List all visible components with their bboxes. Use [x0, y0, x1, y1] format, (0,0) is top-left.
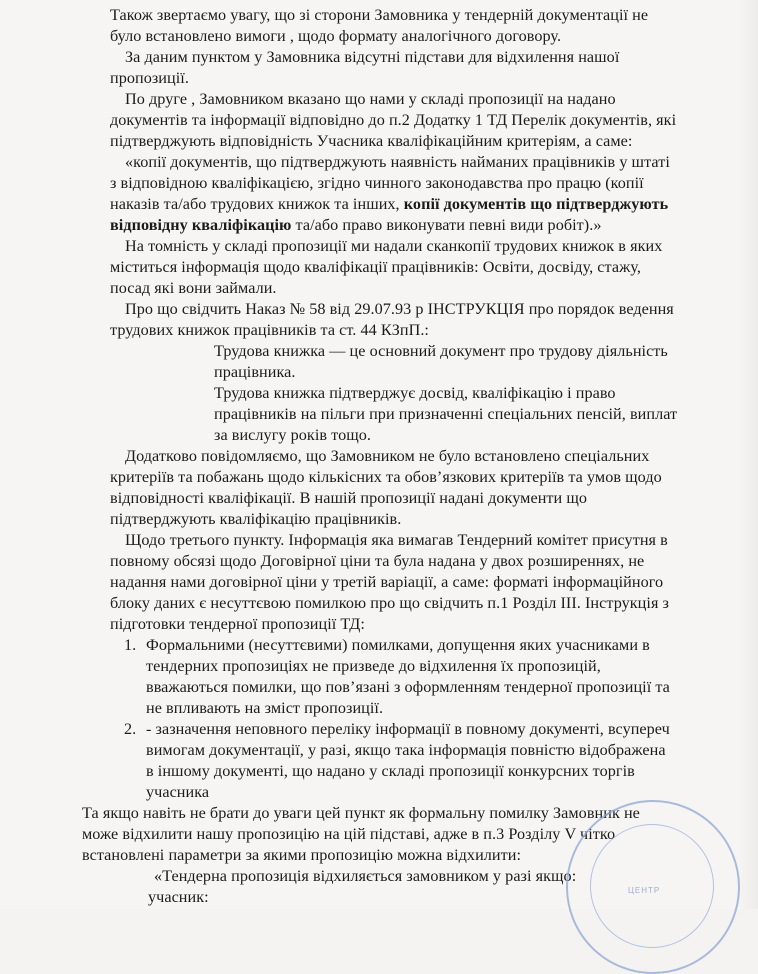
text-line: критеріїв та побажань щодо кількісних та обов’язкових критеріїв та умов щодо	[110, 468, 662, 486]
text-line: пропозиції.	[110, 69, 189, 87]
page-edge-shadow	[738, 0, 758, 909]
text-line: Та якщо навіть не брати до уваги цей пункт як формальну помилку Замовник не	[82, 804, 640, 822]
text-line: за вислугу років тощо.	[214, 426, 371, 444]
text-line: Також звертаємо увагу, що зі сторони Замовника у тендерній документації не	[110, 6, 649, 24]
text-line: не впливають на зміст пропозиції.	[146, 699, 384, 717]
text-line: працівника.	[214, 363, 296, 381]
text-line: «Тендерна пропозиція відхиляється замовником у разі якщо:	[154, 867, 577, 885]
text-line: підтверджують кваліфікацію працівників.	[110, 510, 402, 528]
text-line: може відхилити нашу пропозицію на цій підставі, адже в п.3 Розділу V чітко	[82, 825, 616, 843]
text-line: На томність у складі пропозиції ми надали сканкопії трудових книжок в яких	[125, 237, 663, 255]
text-line: блоку даних є несуттєвою помилкою про що свідчить п.1 Розділ ІІІ. Інструкція з	[110, 594, 669, 612]
seal-stamp-icon	[566, 800, 740, 974]
text-line: По друге , Замовником вказано що нами у складі пропозиції на надано	[125, 90, 616, 108]
text-segment: та/або право виконувати певні види робіт).»	[291, 216, 602, 234]
text-line: «копії документів, що підтверджують наявність найманих працівників у штаті	[125, 153, 670, 171]
text-line: Формальними (несуттєвими) помилками, допущення яких учасниками в	[146, 636, 650, 654]
text-line: вважаються помилки, що пов’язані з оформленням тендерної пропозиції та	[146, 678, 670, 696]
text-line: встановлені параметри за якими пропозицію можна відхилити:	[82, 846, 522, 864]
text-line: трудових книжок працівників та ст. 44 КЗпП.:	[110, 321, 429, 339]
list-number: 2.	[124, 720, 137, 738]
text-line: Трудова книжка підтверджує досвід, кваліфікацію і право	[214, 384, 616, 402]
text-line: тендерних пропозиціях не призведе до відхилення їх пропозицій,	[146, 657, 601, 675]
text-line: підготовки тендерної пропозиції ТД:	[110, 615, 365, 633]
text-line: підтверджують відповідність Учасника кваліфікаційним критеріям, а саме:	[110, 132, 633, 150]
text-line: з відповідною кваліфікацією, згідно чинного законодавства про працю (копії	[110, 174, 644, 192]
text-line: Про що свідчить Наказ № 58 від 29.07.93 р ІНСТРУКЦІЯ про порядок ведення	[125, 300, 674, 318]
text-line: Трудова книжка — це основний документ про трудову діяльність	[214, 342, 668, 360]
text-line: Додатково повідомляємо, що Замовником не було встановлено спеціальних	[125, 447, 650, 465]
text-line: міститься інформація щодо кваліфікації працівників: Освіти, досвіду, стажу,	[110, 258, 641, 276]
text-line: Щодо третього пункту. Інформація яка вимагав Тендерний комітет присутня в	[125, 531, 668, 549]
text-line	[110, 195, 668, 214]
text-line: За даним пунктом у Замовника відсутні підстави для відхилення нашої	[125, 48, 620, 66]
bold-emphasis: копії документів що підтверджують	[403, 195, 669, 213]
bold-emphasis: відповідну кваліфікацію	[110, 216, 292, 234]
text-line: посад які вони займали.	[110, 279, 277, 297]
text-line: документів та інформації відповідно до п.2 Додатку 1 ТД Перелік документів, які	[110, 111, 677, 129]
text-line: учасник:	[148, 888, 209, 906]
text-line: в іншому документі, що надано у складі пропозиції конкурсних торгів	[146, 762, 635, 780]
text-line: учасника	[146, 783, 210, 801]
text-line: працівників на пільги при призначенні спеціальних пенсій, виплат	[214, 405, 678, 423]
text-line	[110, 216, 601, 235]
text-line: було встановлено вимоги , щодо формату аналогічного договору.	[110, 27, 562, 45]
text-line: відповідності кваліфікації. В нашій пропозиції надані документи що	[110, 489, 587, 507]
stamp-text: ЦЕНТР	[628, 886, 661, 895]
text-segment: наказів та/або трудових книжок та інших,	[110, 195, 404, 213]
text-line: надання нами договірної ціни у третій варіації, а саме: форматі інформаційного	[110, 573, 664, 591]
text-line: вимогам документації, у разі, якщо така інформація повністю відображена	[146, 741, 666, 759]
text-line: - зазначення неповного переліку інформації в повному документі, всупереч	[146, 720, 670, 738]
text-line: повному обсязі щодо Договірної ціни та була надана у двох розширеннях, не	[110, 552, 645, 570]
list-number: 1.	[124, 636, 137, 654]
